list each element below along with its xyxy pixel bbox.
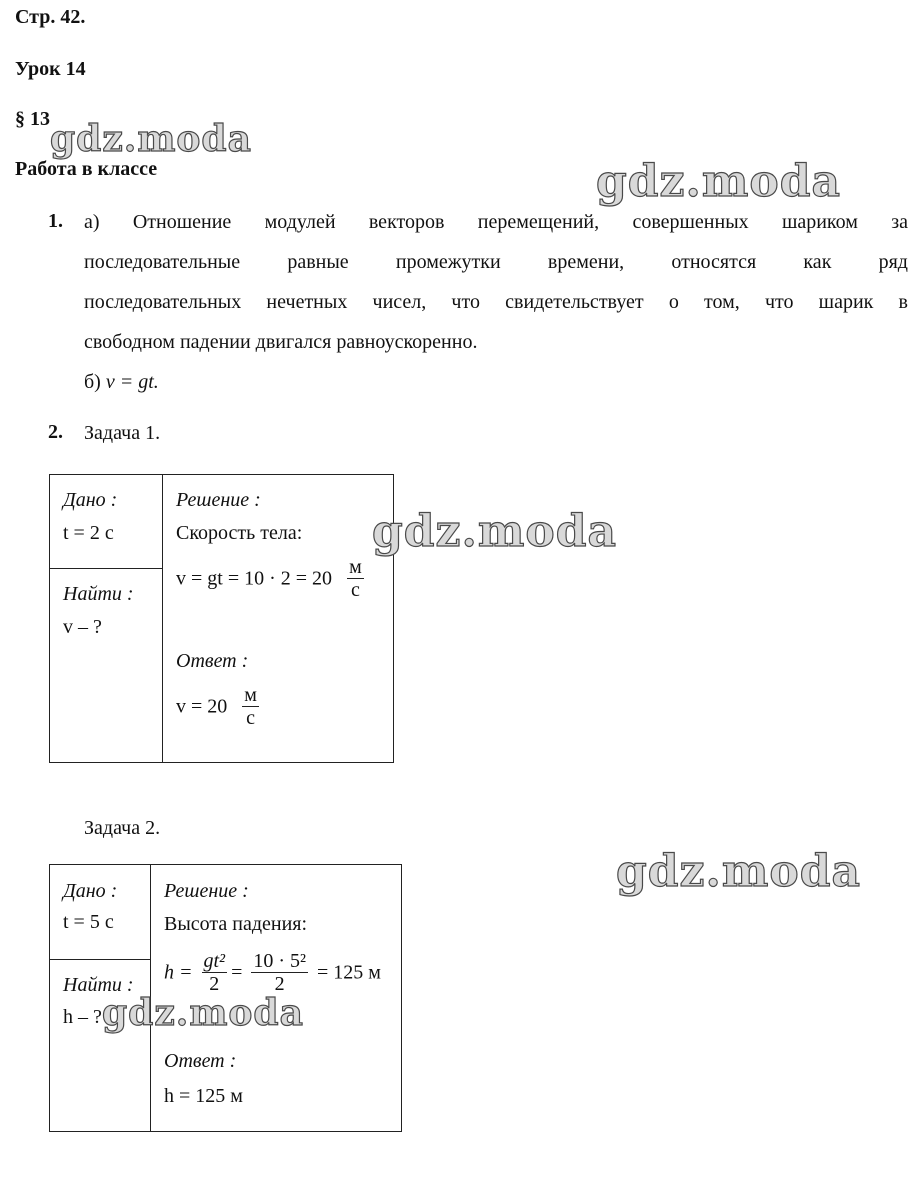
task1-a-line1: а) Отношение модулей векторов перемещений, совершенных шариком за <box>84 211 908 233</box>
problem1-answer-label: Ответ : <box>176 650 249 672</box>
problem2-frac2 <box>251 950 308 995</box>
problem1-title: Задача 1. <box>84 422 161 444</box>
watermark-logo: gdz.moda <box>102 992 304 1034</box>
task2-number: 2. <box>48 421 63 443</box>
page-number: Стр. 42. <box>15 6 86 28</box>
problem1-solution-text: Скорость тела: <box>176 522 303 544</box>
watermark-logo: gdz.moda <box>50 118 252 160</box>
problem2-solution-text: Высота падения: <box>164 913 308 935</box>
problem1-formula-unit <box>347 556 364 601</box>
problem2-answer-label: Ответ : <box>164 1050 237 1072</box>
problem2-answer-value: h = 125 м <box>164 1085 243 1107</box>
problem1-answer-unit-num: м <box>244 684 257 706</box>
problem2-frac1 <box>202 950 228 995</box>
watermark-logo: gdz.moda <box>596 156 842 207</box>
part-title: Работа в классе <box>15 158 158 180</box>
problem1-solution-label: Решение : <box>176 489 261 511</box>
problem2-frac1-num: gt² <box>203 950 226 972</box>
problem1-answer <box>176 684 263 729</box>
problem2-frac2-den: 2 <box>274 973 285 995</box>
problem1-formula-lhs: v = gt = 10 · 2 = 20 <box>176 567 333 590</box>
task1-a-line3: последовательных нечетных чисел, что свидетельствует о том, что шарик в <box>84 291 908 313</box>
task1-part-b <box>84 362 159 402</box>
problem2-formula: h = $\frac{\text{gt²}}{2}$ = $\frac{\text{10 · 5²}}{2}$ = 125 м <box>164 950 381 995</box>
problem1-unit-num: м <box>349 556 362 578</box>
problem2-solution-label: Решение : <box>164 880 249 902</box>
problem1-find-value: v – ? <box>63 616 102 638</box>
task1-b-formula: v = gt. <box>105 371 159 393</box>
problem2-h-eq: h = <box>164 961 193 984</box>
task1-a-line4: свободном падении двигался равноускоренно. <box>84 331 478 353</box>
problem1-answer-unit-den: с <box>246 707 256 729</box>
problem1-divider-h <box>49 568 163 569</box>
task1-number: 1. <box>48 210 63 232</box>
problem2-given-label: Дано : <box>63 880 118 902</box>
problem1-divider-v <box>162 474 163 763</box>
problem2-title: Задача 2. <box>84 817 161 839</box>
problem2-frac1-den: 2 <box>209 973 220 995</box>
task1-part-a <box>84 202 908 362</box>
section-title: § 13 <box>15 108 50 130</box>
problem1-given-value: t = 2 с <box>63 522 114 544</box>
problem1-find-label: Найти : <box>63 583 134 605</box>
problem1-unit-den: с <box>350 579 360 601</box>
problem2-given-value: t = 5 с <box>63 911 114 933</box>
problem1-answer-unit <box>242 684 259 729</box>
problem1-given-label: Дано : <box>63 489 118 511</box>
problem2-result: = 125 м <box>317 961 381 984</box>
watermark-logo: gdz.moda <box>372 506 618 557</box>
problem2-find-value: h – ? <box>63 1006 102 1028</box>
problem2-find-label: Найти : <box>63 974 134 996</box>
problem2-divider-h <box>49 959 151 960</box>
task1-b-prefix: б) <box>84 371 101 393</box>
problem2-frac2-num: 10 · 5² <box>253 950 306 972</box>
problem1-answer-lhs: v = 20 <box>176 695 228 718</box>
watermark-logo: gdz.moda <box>616 846 862 897</box>
task1-a-line2: последовательные равные промежутки времени, относятся как ряд <box>84 251 908 273</box>
lesson-title: Урок 14 <box>15 58 86 80</box>
problem1-formula <box>176 556 368 601</box>
